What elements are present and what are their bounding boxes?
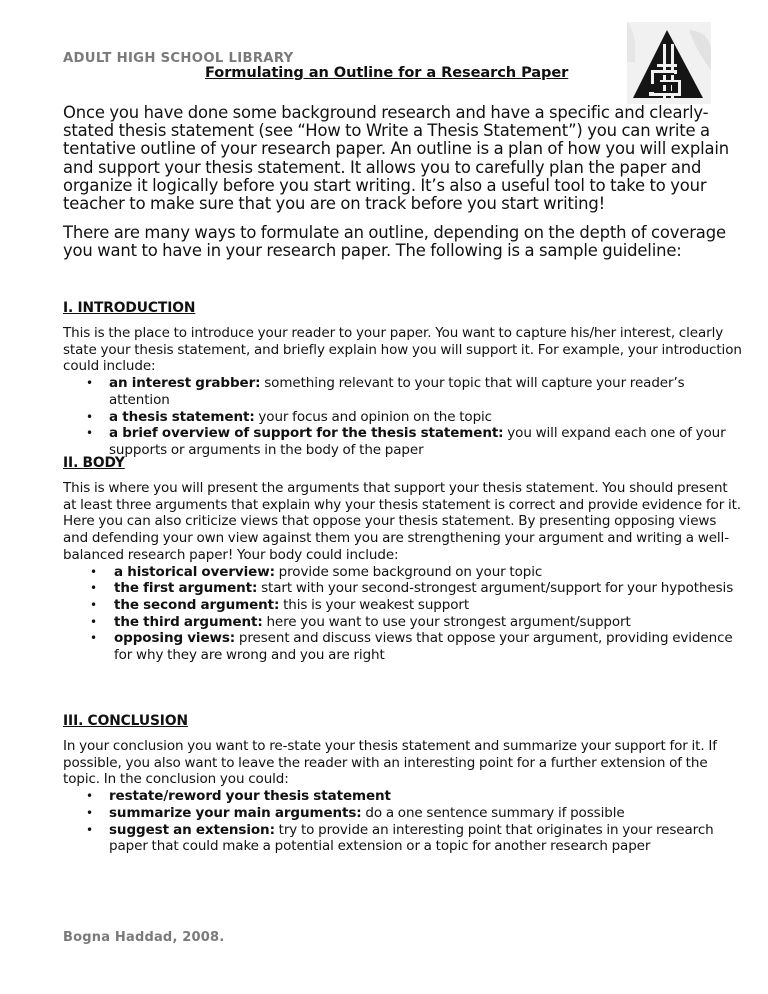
- list-item-term: the second argument:: [114, 596, 280, 613]
- list-item: [63, 788, 743, 805]
- bullet-icon: •: [90, 597, 97, 612]
- bullet-icon: •: [86, 822, 93, 837]
- list-item: [63, 409, 743, 426]
- bullet-icon: •: [86, 409, 93, 424]
- list-item-text: try to provide an interesting point that originates in your research paper that could make a potential extension or a topic for another research paper: [109, 821, 714, 855]
- section-paragraph: In your conclusion you want to re-state your thesis statement and summarize your support for it. If possible, you also want to leave the reader with an interesting point for a further extension of the topic. In the conclusion you could:: [63, 738, 717, 788]
- list-item-text: something relevant to your topic that will capture your reader’s attention: [109, 375, 685, 408]
- list-item: [63, 564, 743, 581]
- section-introduction: [63, 300, 743, 459]
- bullet-icon: •: [90, 581, 97, 596]
- list-item-term: a historical overview:: [114, 563, 275, 580]
- author-credit: Bogna Haddad, 2008.: [63, 930, 225, 945]
- section-paragraph: This is the place to introduce your reader to your paper. You want to capture his/her interest, clearly state your thesis statement, and briefly explain how you will support it. For example, your introduction could include:: [63, 325, 742, 375]
- intro-paragraph: Once you have done some background research and have a specific and clearly-stated thesis statement (see “How to Write a Thesis Statement”) you can write a tentative outline of your research paper. An outline is a plan of how you will explain and support your thesis statement. It allows you to carefully plan the paper and organize it logically before you start writing. It’s also a useful tool to take to your teacher to make sure that you are on track before you start writing!: [63, 103, 730, 214]
- list-item-text: this is your weakest support: [279, 596, 470, 613]
- bullet-icon: •: [86, 789, 93, 804]
- list-item-term: opposing views:: [114, 630, 236, 647]
- section-body: [63, 455, 743, 664]
- list-item-text: start with your second-strongest argument/support for your hypothesis: [257, 580, 734, 597]
- library-name: ADULT HIGH SCHOOL LIBRARY: [63, 50, 294, 66]
- bullet-icon: •: [86, 426, 93, 441]
- intro-text: [63, 104, 743, 272]
- list-item: [63, 425, 743, 458]
- list-item: [63, 614, 743, 631]
- bullet-icon: •: [86, 805, 93, 820]
- list-item-term: summarize your main arguments:: [109, 804, 362, 821]
- list-item: [63, 580, 743, 597]
- bullet-icon: •: [90, 564, 97, 579]
- intro-paragraph: There are many ways to formulate an outline, depending on the depth of coverage you want to have in your research paper. The following is a sample guideline:: [63, 223, 726, 261]
- bullet-list: [63, 788, 743, 855]
- ahs-library-logo-icon: [627, 22, 711, 104]
- bullet-icon: •: [90, 631, 97, 646]
- bullet-icon: •: [86, 376, 93, 391]
- list-item-term: an interest grabber:: [109, 375, 261, 392]
- list-item-term: the first argument:: [114, 580, 258, 597]
- section-conclusion: [63, 713, 743, 855]
- list-item-text: here you want to use your strongest argument/support: [262, 613, 631, 630]
- section-heading: II. BODY: [63, 455, 125, 471]
- list-item: [63, 375, 743, 408]
- bullet-list: [63, 375, 743, 459]
- list-item-term: the third argument:: [114, 613, 263, 630]
- list-item-term: restate/reword your thesis statement: [109, 788, 391, 805]
- bullet-icon: •: [90, 614, 97, 629]
- list-item-term: suggest an extension:: [109, 821, 275, 838]
- bullet-list: [63, 564, 743, 664]
- list-item-term: a brief overview of support for the thesis statement:: [109, 425, 504, 442]
- list-item: [63, 805, 743, 822]
- list-item-text: do a one sentence summary if possible: [361, 804, 625, 821]
- section-heading: I. INTRODUCTION: [63, 300, 196, 316]
- list-item-term: a thesis statement:: [109, 408, 255, 425]
- list-item: [63, 630, 743, 663]
- list-item-text: present and discuss views that oppose your argument, providing evidence for why they are wrong and you are right: [114, 630, 733, 664]
- list-item-text: you will expand each one of your supports or arguments in the body of the paper: [109, 425, 726, 458]
- list-item-text: provide some background on your topic: [274, 563, 543, 580]
- list-item-text: your focus and opinion on the topic: [254, 408, 493, 425]
- section-heading: III. CONCLUSION: [63, 713, 188, 729]
- document-title: Formulating an Outline for a Research Paper: [205, 64, 569, 81]
- list-item: [63, 822, 743, 855]
- section-paragraph: This is where you will present the arguments that support your thesis statement. You should present at least three arguments that explain why your thesis statement is correct and provide evidence for it. Here you can also criticize views that oppose your thesis statement. By presenting opposing views and defending your own view against them you are strengthening your argument and writing a well-balanced research paper! Your body could include:: [63, 480, 741, 563]
- list-item: [63, 597, 743, 614]
